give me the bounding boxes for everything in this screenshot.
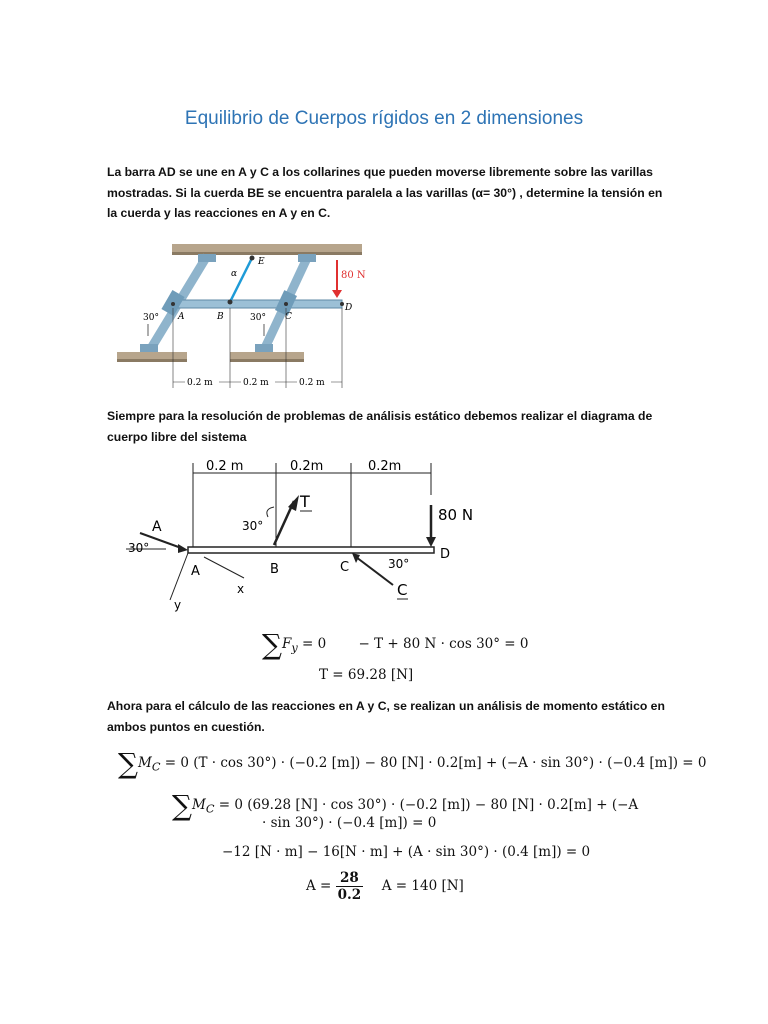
equation-sum-fy: $\sum F_y = 0 - T + 80$ N · cos 30° = 0 [262,628,529,661]
label-e: E [258,257,265,267]
equation-reaction-a: A = $\frac{28}{0.2}$ A = 140 [N] [306,870,464,903]
dim-1: 0.2 m [187,378,213,388]
dim-2: 0.2 m [243,378,269,388]
label-a: A [178,312,185,322]
fbd-dim-3: 0.2m [368,459,402,474]
fbd-label-c-force: C [397,581,408,599]
fbd-label-80n: 80 N [438,506,474,524]
fbd-angle-a: 30° [128,541,150,555]
fbd-axis-y: y [174,598,182,612]
fbd-axis-x: x [237,582,245,596]
fbd-label-b: B [270,562,279,577]
label-angle-c: 30° [250,313,266,323]
label-c: C [285,312,292,322]
equation-moment-c: $\sum M_C = 0$ (T · cos 30°) · (−0.2 [m]) − 80 [N] · 0.2[m] + (−A · sin 30°) · (−0.4 [m]) = 0 [118,747,707,780]
fbd-angle-c: 30° [388,557,410,571]
dim-3: 0.2 m [299,378,325,388]
cord-be [230,258,252,302]
fbd-label-d: D [440,547,451,562]
equation-moment-c-substituted: $\sum M_C = 0$ (69.28 [N] · cos 30°) · (−0.2 [m]) − 80 [N] · 0.2[m] + (−A [172,789,639,822]
page-title: Equilibrio de Cuerpos rígidos en 2 dimensiones [184,108,584,129]
fbd-angle-t: 30° [242,519,264,533]
fbd-dim-1: 0.2 m [206,459,244,474]
fbd-dim-2: 0.2m [290,459,324,474]
equation-tension: T = 69.28 [N] [319,667,414,683]
bottom-support-left [117,352,187,359]
label-b: B [217,312,224,322]
equation-moment-simplified: −12 [N · m] − 16[N · m] + (A · sin 30°) · (0.4 [m]) = 0 [222,844,591,860]
label-alpha: α [231,269,238,279]
fbd-label-c: C [340,560,350,575]
fbd-label-a: A [191,564,200,579]
fbd-label-t: T [300,492,310,511]
problem-statement: La barra AD se une en A y C a los collarines que pueden moverse libremente sobre las varillas mostradas. Si la cuerda BE se encuentra paralela a las varillas (α= 30°) , determine la tensión en la cuerda y las reacciones en A y en C. [107,165,663,220]
force-80n-label: 80 N [341,270,366,281]
label-angle-a: 30° [143,313,159,323]
equation-moment-c-continued: · sin 30°) · (−0.4 [m]) = 0 [262,815,437,831]
label-d: D [345,303,353,313]
fbd-bar [188,547,434,553]
intro-text: Siempre para la resolución de problemas de análisis estático debemos realizar el diagrama de cuerpo libre del sistema [107,409,653,444]
bar-ad [172,300,342,308]
moment-text: Ahora para el cálculo de las reacciones en A y C, se realizan un análisis de momento estático en ambos puntos en cuestión. [107,699,665,734]
figure-free-body [118,455,488,615]
bottom-support-right [230,352,304,359]
figure-collar-bar [112,240,372,390]
top-support [172,244,362,252]
fbd-label-a-force: A [152,519,162,535]
